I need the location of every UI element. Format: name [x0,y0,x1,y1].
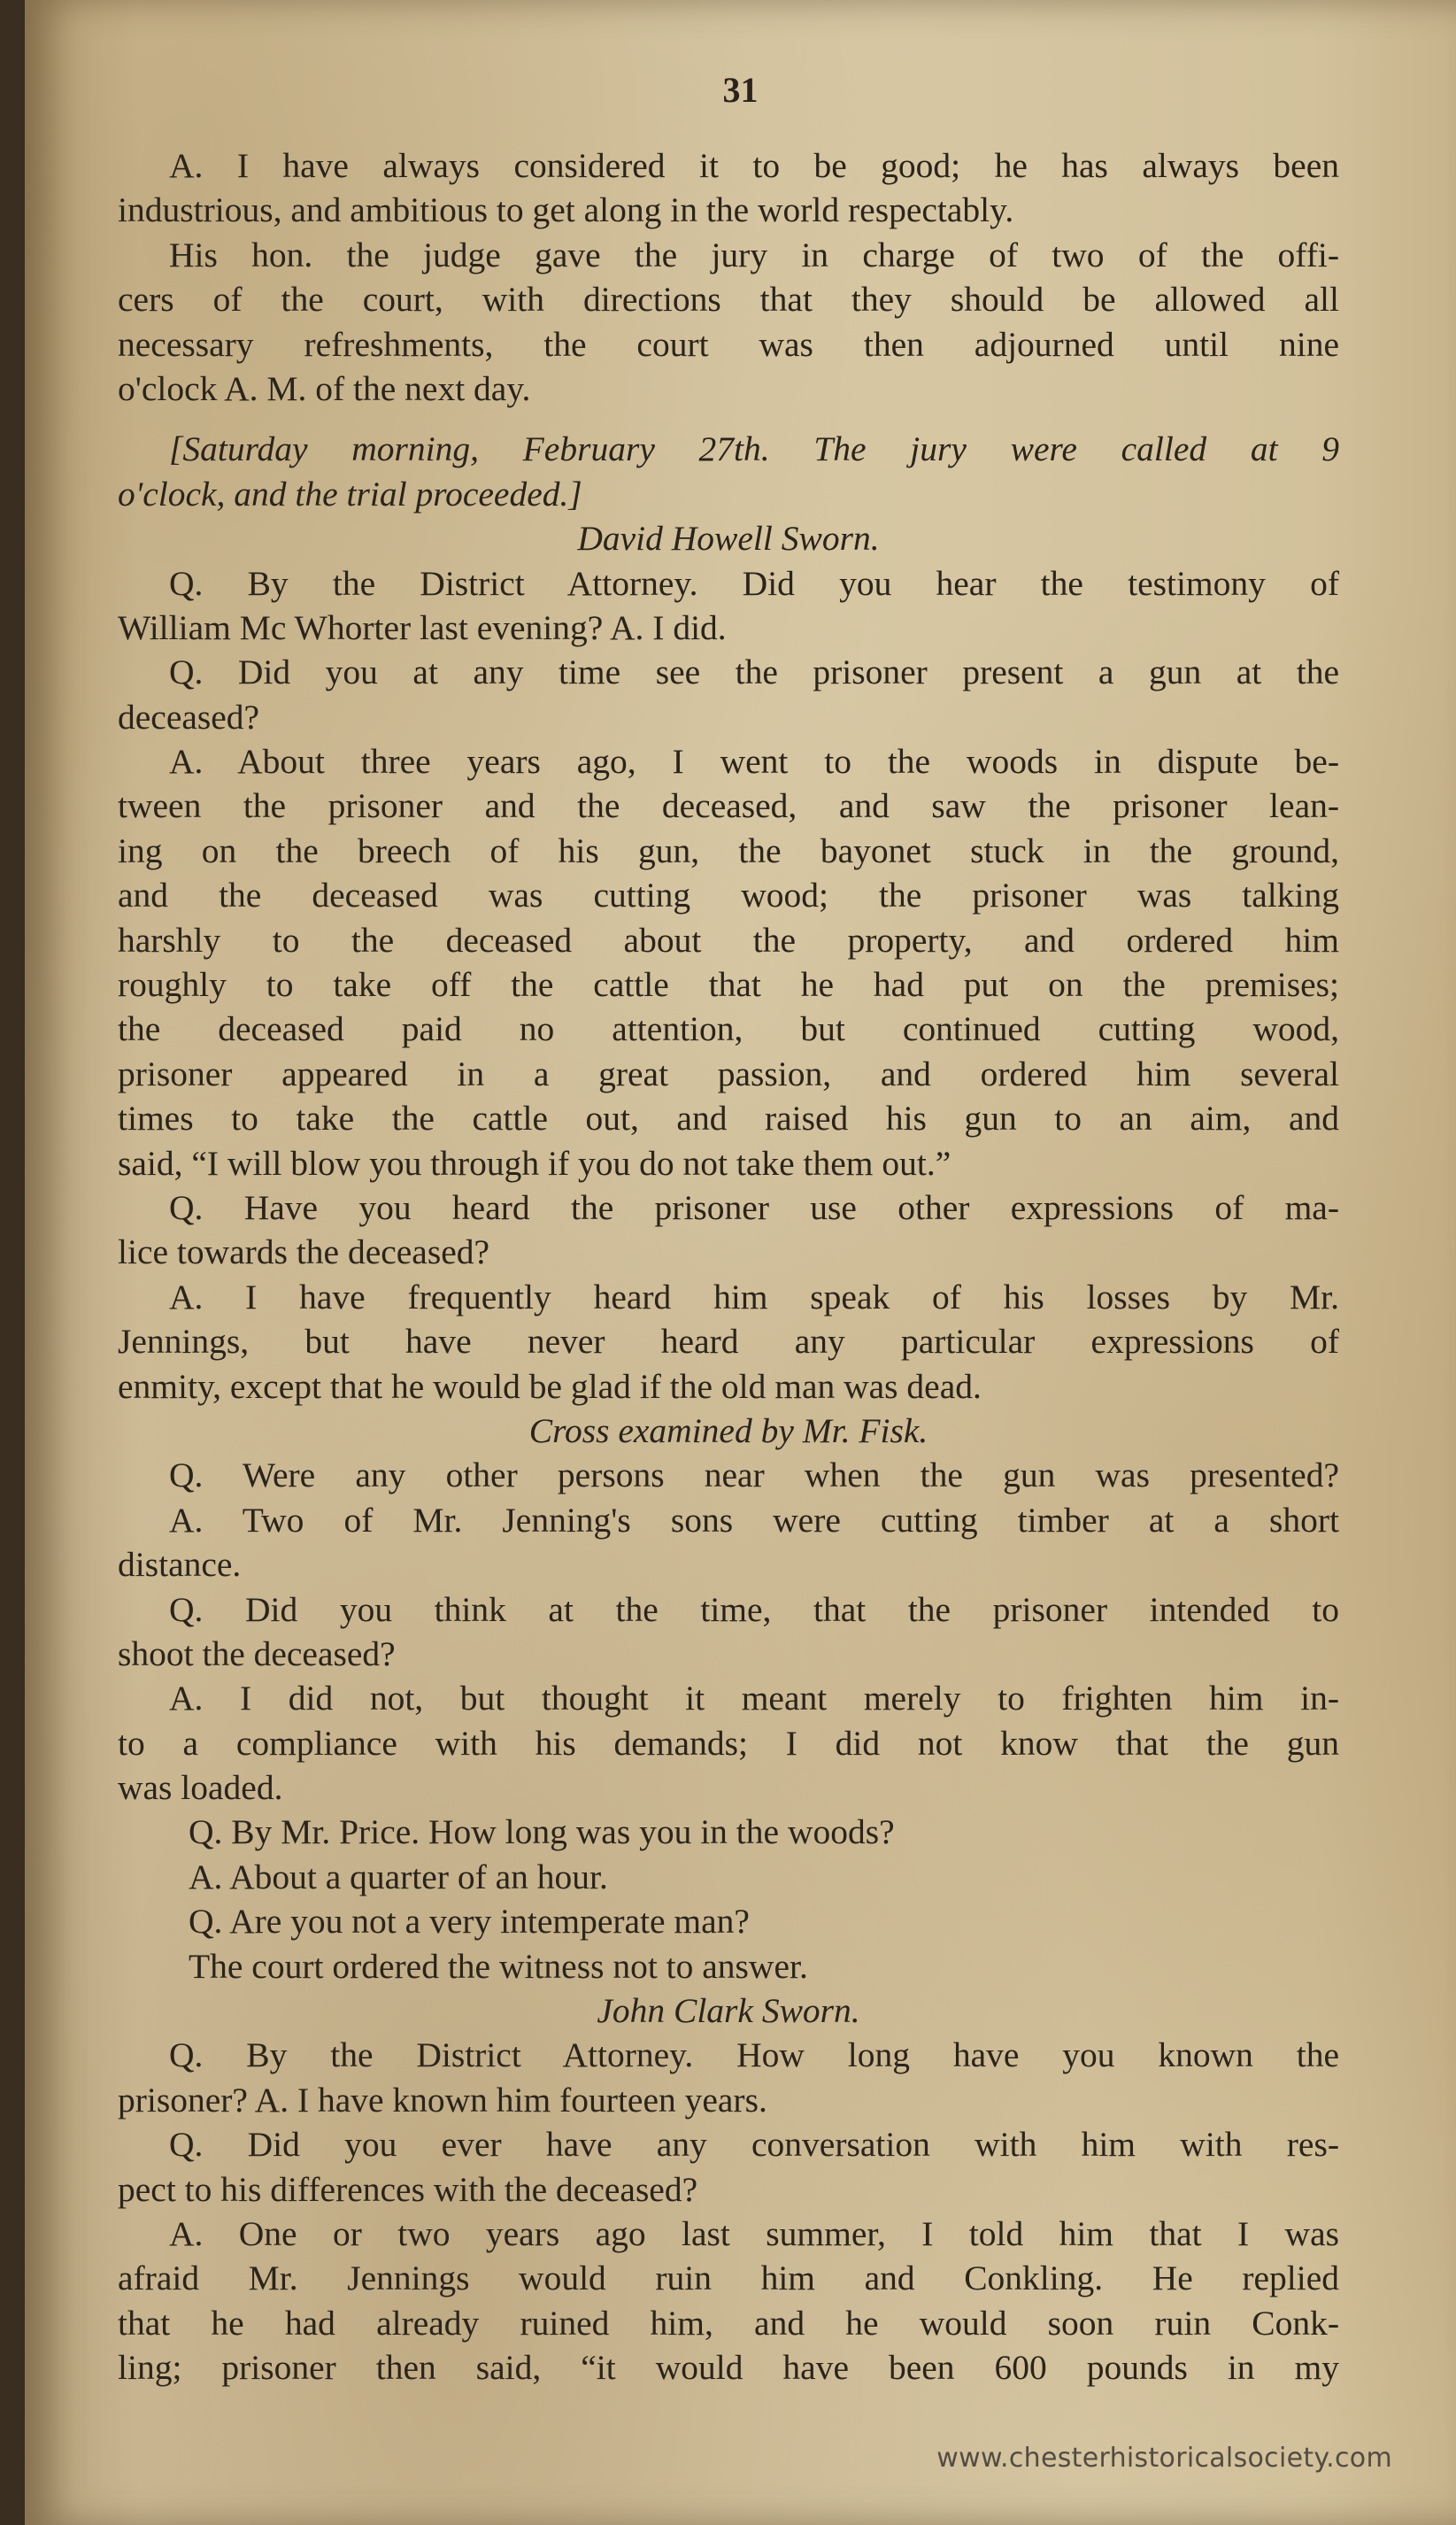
text-line: necessary refreshments, the court was then adjourned until nine [118,324,1339,364]
text-line: distance. [118,1545,242,1585]
book-page [25,0,1456,2525]
text-line: said, “I will blow you through if you do not take them out.” [118,1143,951,1183]
text-line: His hon. the judge gave the jury in charge of two of the offi- [169,235,1339,274]
page-number: 31 [722,70,759,110]
text-line: prisoner appeared in a great passion, and ordered him several [118,1054,1339,1093]
text-line: prisoner? A. I have known him fourteen years. [118,2080,767,2120]
text-line: Q. Did you at any time see the prisoner present a gun at the [169,652,1339,692]
text-line: pect to his differences with the deceased? [118,2169,698,2209]
text-line: Q. Were any other persons near when the gun was presented? [169,1456,1339,1495]
text-line: that he had already ruined him, and he would soon ruin Conk- [118,2303,1339,2343]
text-line: Q. By Mr. Price. How long was you in the woods? [189,1812,895,1852]
text-line: o'clock, and the trial proceeded.] [118,474,582,513]
text-line: roughly to take off the cattle that he had put on the premises; [118,965,1339,1005]
text-line: Q. Did you think at the time, that the prisoner intended to [169,1589,1339,1629]
text-line: shoot the deceased? [118,1633,396,1673]
text-line: the deceased paid no attention, but continued cutting wood, [118,1009,1339,1049]
text-line: A. I did not, but thought it meant merely to frighten him in- [169,1679,1339,1718]
text-line: ing on the breech of his gun, the bayonet stuck in the ground, [118,830,1339,870]
text-line: industrious, and ambitious to get along in the world respectably. [118,190,1014,230]
text-line: and the deceased was cutting wood; the prisoner was talking [118,876,1339,915]
text-line: Q. Are you not a very intemperate man? [189,1902,750,1942]
text-line: A. I have always considered it to be good; he has always been [169,146,1339,185]
text-line: Q. By the District Attorney. How long have you known the [169,2035,1339,2075]
text-line: deceased? [118,697,260,737]
text-line: John Clark Sworn. [597,1991,860,2031]
text-line: afraid Mr. Jennings would ruin him and Conkling. He replied [118,2259,1339,2298]
text-line: [Saturday morning, February 27th. The jury were called at 9 [169,429,1339,469]
text-line: times to take the cattle out, and raised his gun to an aim, and [118,1099,1339,1139]
text-line: William Mc Whorter last evening? A. I did. [118,607,727,647]
text-line: Jennings, but have never heard any particular expressions of [118,1322,1339,1362]
text-line: ling; prisoner then said, “it would have been 600 pounds in my [118,2348,1339,2388]
text-line: A. Two of Mr. Jenning's sons were cutting timber at a short [169,1500,1339,1540]
text-line: lice towards the deceased? [118,1232,490,1272]
text-line: Q. Did you ever have any conversation with him with res- [169,2125,1339,2165]
text-line: The court ordered the witness not to answer. [189,1946,808,1986]
text-line: Q. Have you heard the prisoner use other expressions of ma- [169,1187,1339,1227]
text-line: to a compliance with his demands; I did not know that the gun [118,1723,1339,1763]
text-line: o'clock A. M. of the next day. [118,368,531,408]
text-line: A. I have frequently heard him speak of his losses by Mr. [169,1277,1339,1317]
text-line: was loaded. [118,1768,283,1808]
text-line: A. One or two years ago last summer, I told him that I was [169,2213,1339,2253]
text-line: harshly to the deceased about the property, and ordered him [118,920,1339,960]
text-line: Cross examined by Mr. Fisk. [528,1410,928,1450]
text-line: A. About three years ago, I went to the woods in dispute be- [169,742,1339,782]
watermark: www.chesterhistoricalsociety.com [936,2443,1392,2474]
text-line: tween the prisoner and the deceased, and saw the prisoner lean- [118,786,1339,826]
text-line: A. About a quarter of an hour. [189,1857,608,1896]
page-text [118,143,1339,2390]
text-line: cers of the court, with directions that they should be allowed all [118,280,1339,320]
text-line: enmity, except that he would be glad if the old man was dead. [118,1366,982,1406]
text-line: Q. By the District Attorney. Did you hear the testimony of [169,563,1339,603]
text-line: David Howell Sworn. [577,519,880,559]
